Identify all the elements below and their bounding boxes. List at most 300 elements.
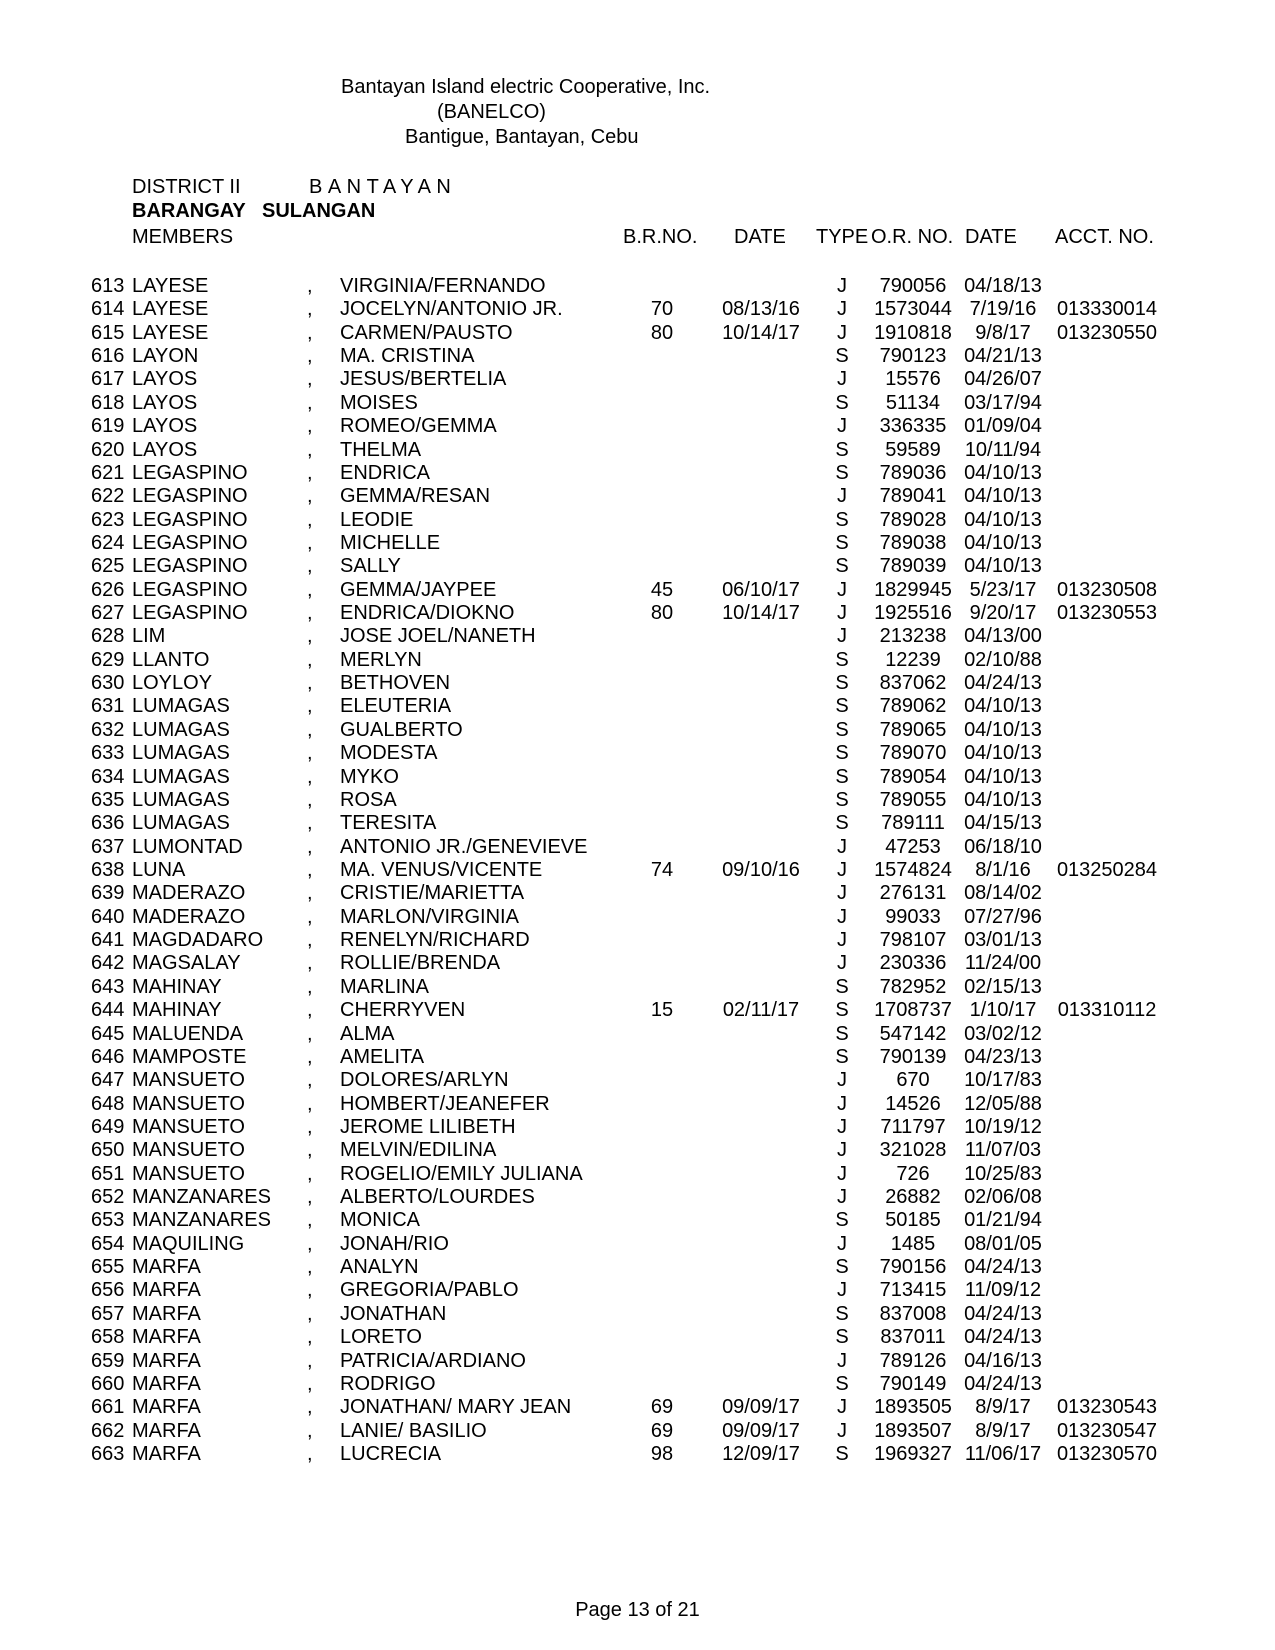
name-separator: , <box>307 1115 313 1138</box>
or-date: 03/17/94 <box>964 391 1042 414</box>
or-date: 9/8/17 <box>975 321 1031 344</box>
or-date: 11/06/17 <box>964 1443 1042 1465</box>
first-name: BETHOVEN <box>340 672 451 695</box>
or-date: 04/10/13 <box>964 718 1042 741</box>
or-date: 08/01/05 <box>964 1232 1042 1255</box>
or-no: 790156 <box>879 1256 947 1279</box>
or-date: 04/24/13 <box>964 1326 1042 1349</box>
table-row <box>0 767 1275 791</box>
br-no: 45 <box>650 578 674 601</box>
table-row <box>0 1257 1275 1281</box>
member-type: J <box>837 415 847 438</box>
or-no: 789039 <box>879 555 947 578</box>
or-date: 04/18/13 <box>964 275 1042 297</box>
table-row <box>0 1280 1275 1304</box>
or-date: 06/18/10 <box>964 835 1042 858</box>
last-name: MAQUILING <box>132 1232 245 1255</box>
last-name: LEGASPINO <box>132 602 248 625</box>
row-number: 632 <box>91 718 125 741</box>
or-no: 789062 <box>879 695 947 718</box>
first-name: MYKO <box>340 765 399 788</box>
or-no: 713415 <box>879 1279 947 1302</box>
or-date: 01/21/94 <box>964 1209 1042 1232</box>
row-number: 656 <box>91 1279 125 1302</box>
table-row <box>0 1070 1275 1094</box>
member-type: S <box>835 345 849 368</box>
name-separator: , <box>307 905 313 928</box>
member-type: J <box>837 905 847 928</box>
table-row <box>0 1397 1275 1421</box>
row-number: 629 <box>91 648 125 671</box>
or-no: 789126 <box>879 1349 947 1372</box>
table-row <box>0 416 1275 440</box>
row-number: 619 <box>91 415 125 438</box>
name-separator: , <box>307 485 313 508</box>
org-address: Bantigue, Bantayan, Cebu <box>405 126 639 148</box>
name-separator: , <box>307 835 313 858</box>
or-date: 03/02/12 <box>964 1022 1042 1045</box>
name-separator: , <box>307 1326 313 1349</box>
br-no: 74 <box>650 859 674 881</box>
last-name: LAYESE <box>132 321 209 344</box>
last-name: MANSUETO <box>132 1162 245 1185</box>
first-name: JEROME LILIBETH <box>340 1115 516 1138</box>
row-number: 634 <box>91 765 125 788</box>
acct-no: 013230508 <box>1056 578 1158 601</box>
member-type: S <box>835 1302 849 1325</box>
name-separator: , <box>307 602 313 625</box>
name-separator: , <box>307 672 313 695</box>
member-type: S <box>835 975 849 998</box>
last-name: MANZANARES <box>132 1186 271 1209</box>
or-no: 213238 <box>879 625 947 648</box>
last-name: LUMAGAS <box>132 788 230 811</box>
name-separator: , <box>307 718 313 741</box>
member-type: S <box>835 531 849 554</box>
member-type: S <box>835 438 849 461</box>
row-number: 658 <box>91 1326 125 1349</box>
org-abbreviation: (BANELCO) <box>437 101 546 123</box>
name-separator: , <box>307 1349 313 1372</box>
first-name: DOLORES/ARLYN <box>340 1069 509 1092</box>
table-row <box>0 1187 1275 1211</box>
row-number: 660 <box>91 1372 125 1395</box>
row-number: 625 <box>91 555 125 578</box>
table-row <box>0 440 1275 464</box>
table-row <box>0 323 1275 347</box>
first-name: ENDRICA/DIOKNO <box>340 602 515 625</box>
member-type: J <box>837 275 847 297</box>
last-name: MARFA <box>132 1419 201 1442</box>
acct-no: 013230553 <box>1056 602 1158 625</box>
or-no: 789070 <box>879 742 947 765</box>
or-date: 04/10/13 <box>964 765 1042 788</box>
or-no: 789041 <box>879 485 947 508</box>
first-name: MARLON/VIRGINIA <box>340 905 519 928</box>
last-name: MARFA <box>132 1349 201 1372</box>
member-type: J <box>837 602 847 625</box>
row-number: 636 <box>91 812 125 835</box>
br-no: 69 <box>650 1419 674 1442</box>
or-date: 9/20/17 <box>969 602 1037 625</box>
first-name: LUCRECIA <box>340 1443 442 1465</box>
row-number: 652 <box>91 1186 125 1209</box>
member-type: J <box>837 1139 847 1162</box>
first-name: CRISTIE/MARIETTA <box>340 882 525 905</box>
first-name: ANTONIO JR./GENEVIEVE <box>340 835 588 858</box>
last-name: MARFA <box>132 1396 201 1419</box>
member-type: S <box>835 765 849 788</box>
or-no: 789038 <box>879 531 947 554</box>
or-date: 04/23/13 <box>964 1045 1042 1068</box>
last-name: MANZANARES <box>132 1209 271 1232</box>
row-number: 615 <box>91 321 125 344</box>
row-number: 613 <box>91 275 125 297</box>
name-separator: , <box>307 415 313 438</box>
or-no: 1893507 <box>874 1419 952 1442</box>
last-name: LEGASPINO <box>132 531 248 554</box>
or-no: 276131 <box>879 882 947 905</box>
table-row <box>0 1234 1275 1258</box>
name-separator: , <box>307 1092 313 1115</box>
br-no: 15 <box>650 999 674 1022</box>
col-header-acct-no: ACCT. NO. <box>1055 226 1154 248</box>
table-row <box>0 1000 1275 1024</box>
or-date: 04/10/13 <box>964 555 1042 578</box>
name-separator: , <box>307 1186 313 1209</box>
or-date: 03/01/13 <box>964 929 1042 952</box>
or-no: 50185 <box>885 1209 941 1232</box>
or-no: 1574824 <box>874 859 952 881</box>
or-date: 07/27/96 <box>964 905 1042 928</box>
row-number: 641 <box>91 929 125 952</box>
row-number: 631 <box>91 695 125 718</box>
table-row <box>0 556 1275 580</box>
acct-no: 013230543 <box>1056 1396 1158 1419</box>
br-date: 10/14/17 <box>722 321 800 344</box>
or-date: 04/24/13 <box>964 1302 1042 1325</box>
name-separator: , <box>307 1209 313 1232</box>
br-no: 80 <box>650 602 674 625</box>
first-name: MONICA <box>340 1209 420 1232</box>
name-separator: , <box>307 765 313 788</box>
last-name: LUMONTAD <box>132 835 243 858</box>
name-separator: , <box>307 1069 313 1092</box>
name-separator: , <box>307 578 313 601</box>
row-number: 620 <box>91 438 125 461</box>
table-row <box>0 1164 1275 1188</box>
last-name: LOYLOY <box>132 672 213 695</box>
first-name: RENELYN/RICHARD <box>340 929 530 952</box>
member-type: S <box>835 812 849 835</box>
or-no: 15576 <box>885 368 941 391</box>
or-no: 14526 <box>885 1092 941 1115</box>
first-name: MODESTA <box>340 742 438 765</box>
first-name: JOCELYN/ANTONIO JR. <box>340 298 563 321</box>
last-name: MARFA <box>132 1302 201 1325</box>
last-name: MARFA <box>132 1256 201 1279</box>
table-row <box>0 1140 1275 1164</box>
row-number: 616 <box>91 345 125 368</box>
last-name: LUNA <box>132 859 186 881</box>
name-separator: , <box>307 321 313 344</box>
name-separator: , <box>307 508 313 531</box>
member-type: J <box>837 1396 847 1419</box>
last-name: MARFA <box>132 1443 201 1465</box>
row-number: 626 <box>91 578 125 601</box>
or-no: 790139 <box>879 1045 947 1068</box>
row-number: 663 <box>91 1443 125 1465</box>
or-date: 1/10/17 <box>969 999 1037 1022</box>
barangay-label: BARANGAY <box>132 200 246 222</box>
last-name: MAHINAY <box>132 975 222 998</box>
acct-no: 013310112 <box>1057 999 1157 1022</box>
name-separator: , <box>307 1256 313 1279</box>
br-date: 10/14/17 <box>722 602 800 625</box>
name-separator: , <box>307 298 313 321</box>
or-date: 04/10/13 <box>964 485 1042 508</box>
member-type: S <box>835 999 849 1022</box>
name-separator: , <box>307 742 313 765</box>
or-date: 04/24/13 <box>964 672 1042 695</box>
first-name: CHERRYVEN <box>340 999 466 1022</box>
row-number: 648 <box>91 1092 125 1115</box>
first-name: ROMEO/GEMMA <box>340 415 497 438</box>
table-row <box>0 860 1275 884</box>
member-type: S <box>835 391 849 414</box>
member-type: S <box>835 508 849 531</box>
col-header-date: DATE <box>734 226 786 248</box>
or-date: 10/17/83 <box>964 1069 1042 1092</box>
first-name: ROSA <box>340 788 397 811</box>
table-row <box>0 1210 1275 1234</box>
name-separator: , <box>307 695 313 718</box>
member-type: J <box>837 1232 847 1255</box>
last-name: LEGASPINO <box>132 555 248 578</box>
table-row <box>0 790 1275 814</box>
name-separator: , <box>307 999 313 1022</box>
last-name: LUMAGAS <box>132 718 230 741</box>
row-number: 649 <box>91 1115 125 1138</box>
or-no: 782952 <box>879 975 947 998</box>
member-type: J <box>837 1186 847 1209</box>
or-date: 04/16/13 <box>964 1349 1042 1372</box>
or-date: 04/26/07 <box>964 368 1042 391</box>
br-no: 69 <box>650 1396 674 1419</box>
row-number: 643 <box>91 975 125 998</box>
town-name: BANTAYAN <box>309 176 457 198</box>
first-name: MARLINA <box>340 975 429 998</box>
last-name: LEGASPINO <box>132 508 248 531</box>
first-name: RODRIGO <box>340 1372 436 1395</box>
row-number: 655 <box>91 1256 125 1279</box>
first-name: MICHELLE <box>340 531 441 554</box>
name-separator: , <box>307 1419 313 1442</box>
name-separator: , <box>307 1139 313 1162</box>
first-name: JESUS/BERTELIA <box>340 368 507 391</box>
last-name: LEGASPINO <box>132 485 248 508</box>
table-row <box>0 977 1275 1001</box>
table-row <box>0 883 1275 907</box>
col-header-or-no: O.R. NO. <box>871 226 954 248</box>
last-name: MARFA <box>132 1326 201 1349</box>
or-date: 10/25/83 <box>964 1162 1042 1185</box>
name-separator: , <box>307 531 313 554</box>
table-row <box>0 1304 1275 1328</box>
org-name: Bantayan Island electric Cooperative, Inc. <box>341 76 711 98</box>
member-type: J <box>837 1162 847 1185</box>
last-name: LUMAGAS <box>132 742 230 765</box>
name-separator: , <box>307 975 313 998</box>
last-name: LAYOS <box>132 391 198 414</box>
member-type: J <box>837 952 847 975</box>
acct-no: 013230547 <box>1056 1419 1158 1442</box>
table-row <box>0 463 1275 487</box>
first-name: LANIE/ BASILIO <box>340 1419 487 1442</box>
last-name: LAYON <box>132 345 199 368</box>
or-no: 789111 <box>881 812 945 835</box>
member-type: J <box>837 835 847 858</box>
table-row <box>0 1327 1275 1351</box>
or-date: 11/09/12 <box>964 1279 1042 1302</box>
member-type: S <box>835 788 849 811</box>
member-type: S <box>835 718 849 741</box>
or-date: 08/14/02 <box>964 882 1042 905</box>
name-separator: , <box>307 952 313 975</box>
row-number: 621 <box>91 461 125 484</box>
last-name: MAGSALAY <box>132 952 241 975</box>
or-no: 1573044 <box>874 298 952 321</box>
first-name: MELVIN/EDILINA <box>340 1139 497 1162</box>
table-row <box>0 743 1275 767</box>
or-date: 04/15/13 <box>964 812 1042 835</box>
br-date: 09/09/17 <box>722 1419 800 1442</box>
or-date: 8/1/16 <box>975 859 1031 881</box>
row-number: 640 <box>91 905 125 928</box>
name-separator: , <box>307 1302 313 1325</box>
table-row <box>0 1047 1275 1071</box>
first-name: GREGORIA/PABLO <box>340 1279 519 1302</box>
member-type: J <box>837 1419 847 1442</box>
last-name: LLANTO <box>132 648 210 671</box>
name-separator: , <box>307 1232 313 1255</box>
name-separator: , <box>307 1396 313 1419</box>
col-header-or-date: DATE <box>965 226 1017 248</box>
first-name: MA. CRISTINA <box>340 345 475 368</box>
or-date: 04/10/13 <box>964 695 1042 718</box>
first-name: JONATHAN <box>340 1302 447 1325</box>
last-name: MADERAZO <box>132 882 246 905</box>
first-name: ROGELIO/EMILY JULIANA <box>340 1162 583 1185</box>
or-no: 1708737 <box>874 999 952 1022</box>
row-number: 623 <box>91 508 125 531</box>
or-no: 230336 <box>879 952 947 975</box>
acct-no: 013230570 <box>1056 1443 1158 1465</box>
member-type: J <box>837 1115 847 1138</box>
name-separator: , <box>307 1443 313 1465</box>
member-type: J <box>837 929 847 952</box>
name-separator: , <box>307 438 313 461</box>
last-name: MANSUETO <box>132 1092 245 1115</box>
row-number: 637 <box>91 835 125 858</box>
member-type: J <box>837 859 847 881</box>
row-number: 653 <box>91 1209 125 1232</box>
name-separator: , <box>307 345 313 368</box>
or-date: 01/09/04 <box>964 415 1042 438</box>
last-name: MANSUETO <box>132 1139 245 1162</box>
first-name: CARMEN/PAUSTO <box>340 321 513 344</box>
name-separator: , <box>307 812 313 835</box>
or-no: 1829945 <box>874 578 952 601</box>
last-name: LUMAGAS <box>132 695 230 718</box>
row-number: 614 <box>91 298 125 321</box>
or-no: 1893505 <box>874 1396 952 1419</box>
last-name: MANSUETO <box>132 1069 245 1092</box>
table-row <box>0 673 1275 697</box>
member-type: S <box>835 1256 849 1279</box>
or-date: 04/24/13 <box>964 1256 1042 1279</box>
member-type: J <box>837 1069 847 1092</box>
table-row <box>0 1351 1275 1375</box>
table-row <box>0 1094 1275 1118</box>
member-type: S <box>835 742 849 765</box>
table-row <box>0 1024 1275 1048</box>
name-separator: , <box>307 788 313 811</box>
row-number: 659 <box>91 1349 125 1372</box>
district-label: DISTRICT II <box>132 176 241 198</box>
member-type: J <box>837 1279 847 1302</box>
name-separator: , <box>307 1279 313 1302</box>
table-row <box>0 346 1275 370</box>
row-number: 647 <box>91 1069 125 1092</box>
or-no: 789028 <box>879 508 947 531</box>
br-date: 09/09/17 <box>722 1396 800 1419</box>
or-date: 11/07/03 <box>964 1139 1042 1162</box>
row-number: 662 <box>91 1419 125 1442</box>
last-name: LAYESE <box>132 298 209 321</box>
row-number: 638 <box>91 859 125 881</box>
br-no: 70 <box>650 298 674 321</box>
name-separator: , <box>307 368 313 391</box>
or-no: 26882 <box>885 1186 941 1209</box>
or-no: 790056 <box>879 275 947 297</box>
or-no: 790123 <box>879 345 947 368</box>
or-no: 789065 <box>879 718 947 741</box>
table-row <box>0 907 1275 931</box>
or-no: 336335 <box>879 415 947 438</box>
last-name: LUMAGAS <box>132 765 230 788</box>
br-date: 06/10/17 <box>722 578 800 601</box>
first-name: ALBERTO/LOURDES <box>340 1186 535 1209</box>
member-type: S <box>835 695 849 718</box>
member-type: S <box>835 1045 849 1068</box>
acct-no: 013330014 <box>1056 298 1158 321</box>
last-name: MARFA <box>132 1279 201 1302</box>
table-row <box>0 299 1275 323</box>
or-date: 04/10/13 <box>964 461 1042 484</box>
table-row <box>0 369 1275 393</box>
member-type: J <box>837 1349 847 1372</box>
table-row <box>0 930 1275 954</box>
member-type: S <box>835 461 849 484</box>
last-name: LAYESE <box>132 275 209 297</box>
table-row <box>0 1374 1275 1398</box>
last-name: LIM <box>132 625 166 648</box>
or-date: 02/10/88 <box>964 648 1042 671</box>
name-separator: , <box>307 929 313 952</box>
row-number: 661 <box>91 1396 125 1419</box>
member-type: S <box>835 672 849 695</box>
